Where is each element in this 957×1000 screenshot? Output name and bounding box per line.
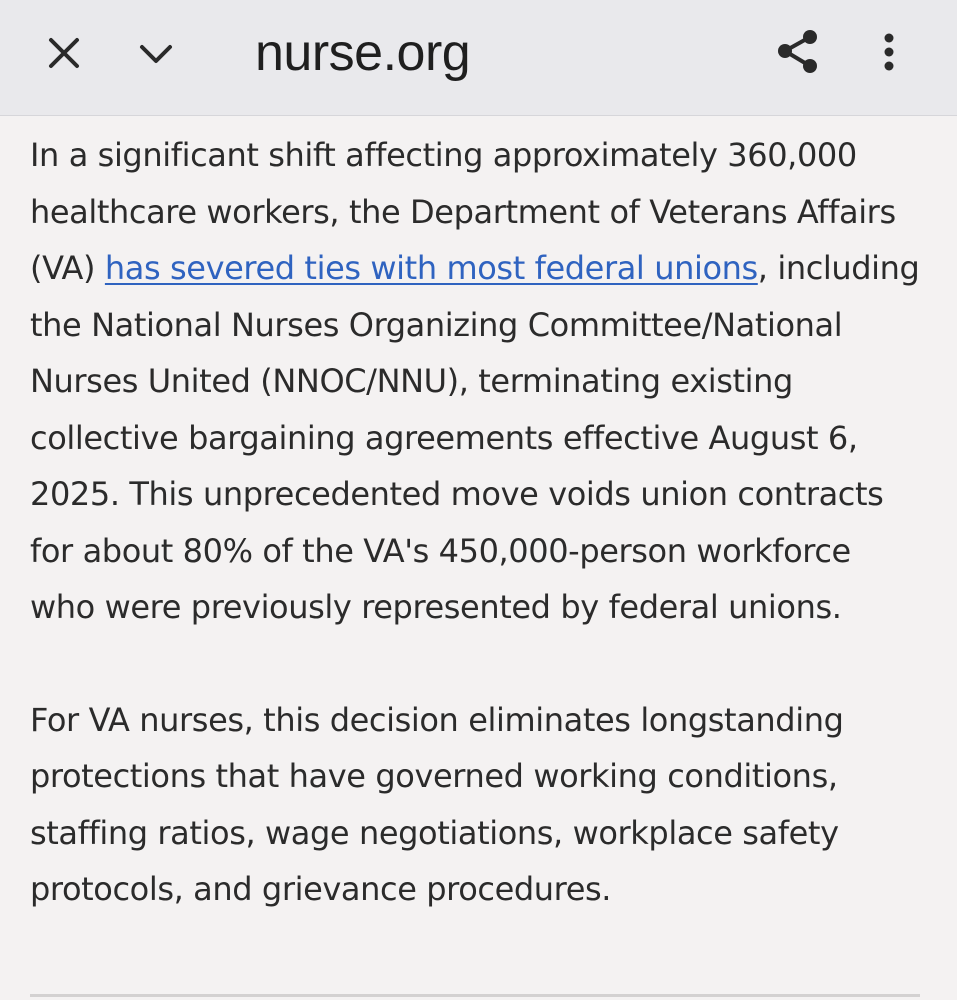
browser-toolbar	[0, 0, 957, 116]
article-link-unions[interactable]: has severed ties with most federal unions	[104, 249, 758, 287]
more-vert-icon[interactable]	[874, 28, 904, 78]
article-paragraph-2: For VA nurses, this decision eliminates longstanding protections that have governed working conditions, staffing ratios, wage negotiations, workplace safety protocols, and grievance procedures.	[30, 700, 844, 908]
article-paragraph-1	[30, 127, 920, 636]
paragraph-1-text-before: In a significant shift affecting approximately 360,000 healthcare workers, the Department of Veterans Affairs (VA)	[30, 136, 896, 287]
site-title[interactable]: nurse.org	[255, 24, 471, 82]
share-icon[interactable]	[772, 26, 824, 78]
close-icon[interactable]	[44, 33, 84, 73]
chevron-down-icon[interactable]	[134, 34, 178, 74]
article-body	[30, 127, 920, 918]
divider	[30, 994, 920, 997]
paragraph-1-text-after: , including the National Nurses Organizing Committee/National Nurses United (NNOC/NNU), terminating existing collective bargaining agreements effective August 6, 2025. This unprecedented move voids union contracts for about 80% of the VA's 450,000-person workforce who were previously represented by federal unions.	[30, 249, 920, 626]
